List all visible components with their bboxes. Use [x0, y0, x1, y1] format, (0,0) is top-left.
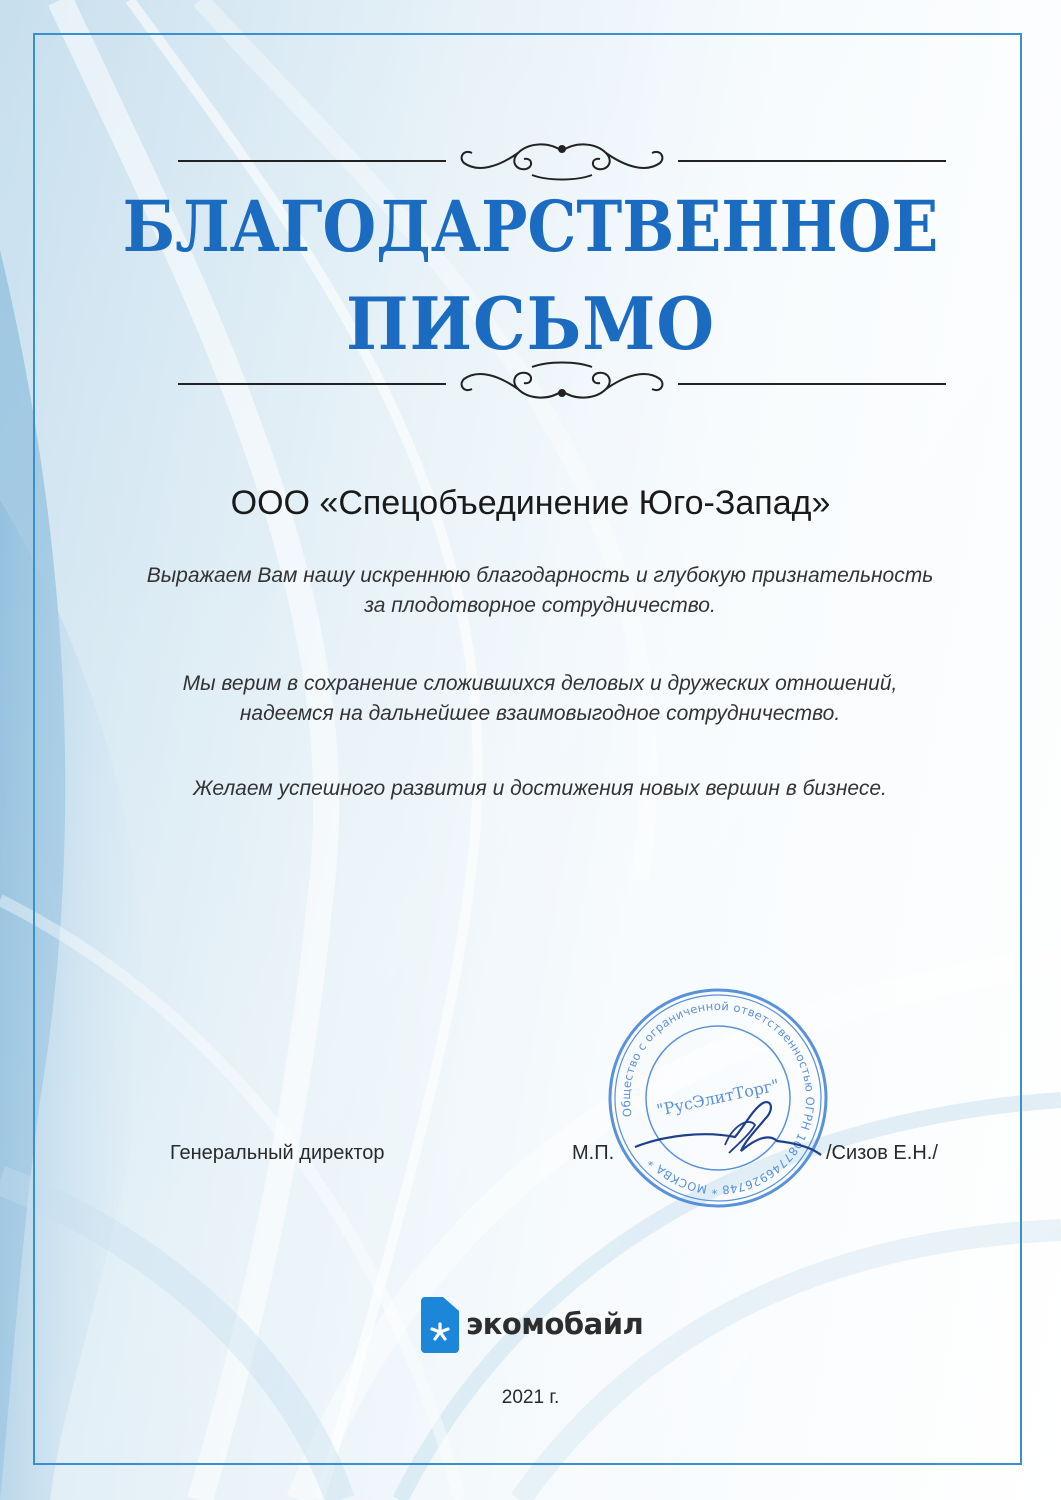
brand-name: экомобайл — [466, 1307, 644, 1341]
scroll-flourish-icon — [178, 355, 946, 405]
scroll-flourish-icon — [178, 137, 946, 187]
paragraph-line: надеемся на дальнейшее взаимовыгодное сотрудничество. — [239, 702, 841, 725]
stamp-place-label: М.П. — [572, 1142, 615, 1164]
signature — [625, 1095, 825, 1165]
ekomobile-logo-icon — [421, 1297, 459, 1353]
paragraph-line: Мы верим в сохранение сложившихся деловых и дружеских отношений, — [182, 672, 898, 695]
stamp-ring-text: Общество с ограниченной ответственностью ОГРН 1087746926748 * МОСКВА * — [618, 998, 818, 1198]
gratitude-paragraph — [80, 561, 1000, 621]
wishes-paragraph: Желаем успешного развития и достижения новых вершин в бизнесе. — [193, 777, 887, 800]
recipient-name: ООО «Спецобъединение Юго-Запад» — [230, 484, 831, 522]
paragraph-line: за плодотворное сотрудничество. — [364, 594, 716, 617]
title-line2: ПИСЬМО — [345, 281, 716, 366]
signatory-position: Генеральный директор — [170, 1142, 385, 1164]
stamp-center-text: "РусЭлитТорг" — [654, 1075, 781, 1120]
title-line1: БЛАГОДАРСТВЕННОЕ — [122, 185, 939, 268]
relations-paragraph — [80, 669, 1000, 729]
letter-year: 2021 г. — [501, 1387, 560, 1408]
signatory-name: /Сизов Е.Н./ — [826, 1142, 938, 1164]
paragraph-line: Выражаем Вам нашу искреннюю благодарность и глубокую признательность — [146, 564, 934, 587]
